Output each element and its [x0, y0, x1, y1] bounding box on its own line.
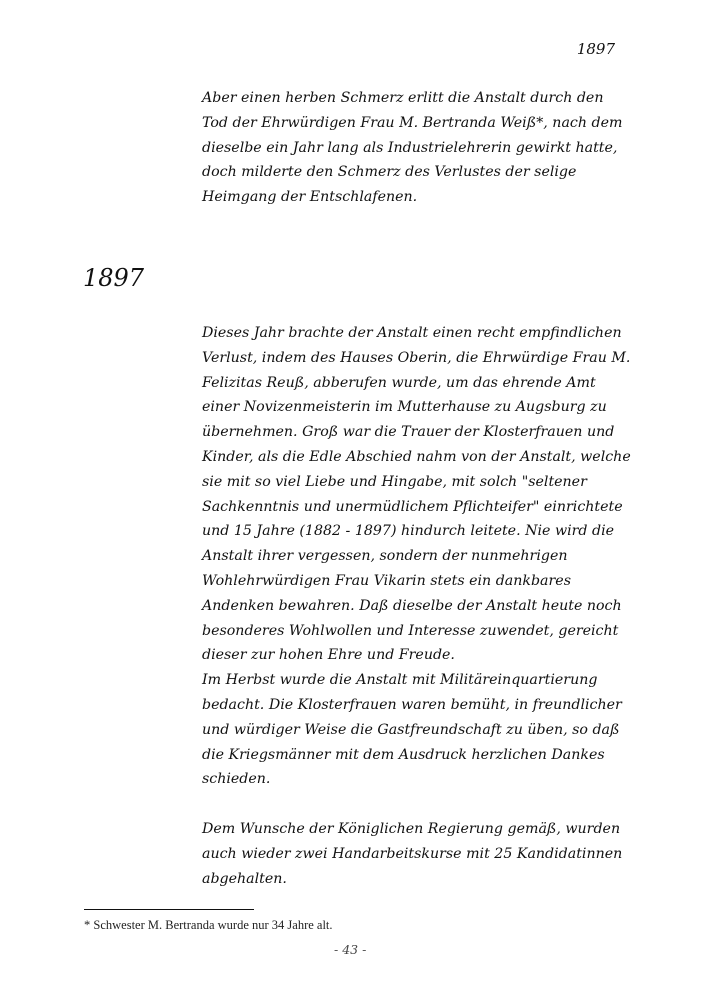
running-header-year: 1897	[576, 40, 615, 58]
year-heading: 1897	[83, 264, 145, 292]
footnote: * Schwester M. Bertranda wurde nur 34 Jahre alt.	[84, 918, 333, 932]
paragraph-block-intro	[202, 86, 632, 210]
page-number: - 43 -	[334, 942, 367, 957]
footnote-divider	[84, 909, 254, 910]
paragraph-block-1897	[202, 321, 632, 792]
paragraph: Dieses Jahr brachte der Anstalt einen recht empfindlichen Verlust, indem des Hauses Oberin, die Ehrwürdige Frau M. Felizitas Reuß, abberufen wurde, um das ehrende Amt einer Novizenmeisterin im Mutterhause zu Augsburg zu übernehmen. Groß war die Trauer der Klosterfrauen und Kinder, als die Edle Abschied nahm von der Anstalt, welche sie mit so viel Liebe und Hingabe, mit solch "seltener Sachkenntnis und unermüdlichem Pflichteifer" einrichtete und 15 Jahre (1882 - 1897) hindurch leitete. Nie wird die Anstalt ihrer vergessen, sondern der nunmehrigen Wohlehrwürdigen Frau Vikarin stets ein dankbares Andenken bewahren. Daß dieselbe der Anstalt heute noch besonderes Wohlwollen und Interesse zuwendet, gereicht dieser zur hohen Ehre und Freude.	[202, 325, 631, 664]
paragraph: Dem Wunsche der Königlichen Regierung gemäß, wurden auch wieder zwei Handarbeitskurse mit 25 Kandidatinnen abgehalten.	[202, 821, 623, 887]
paragraph-block-handarbeitskurse	[202, 817, 632, 891]
paragraph: Im Herbst wurde die Anstalt mit Militäreinquartierung bedacht. Die Klosterfrauen waren bemüht, in freundlicher und würdiger Weise die Gastfreundschaft zu üben, so daß die Kriegsmänner mit dem Ausdruck herzlichen Dankes schieden.	[202, 672, 622, 788]
paragraph: Aber einen herben Schmerz erlitt die Anstalt durch den Tod der Ehrwürdigen Frau M. Bertranda Weiß*, nach dem dieselbe ein Jahr lang als Industrielehrerin gewirkt hatte, doch milderte den Schmerz des Verlustes der selige Heimgang der Entschlafenen.	[202, 90, 623, 206]
